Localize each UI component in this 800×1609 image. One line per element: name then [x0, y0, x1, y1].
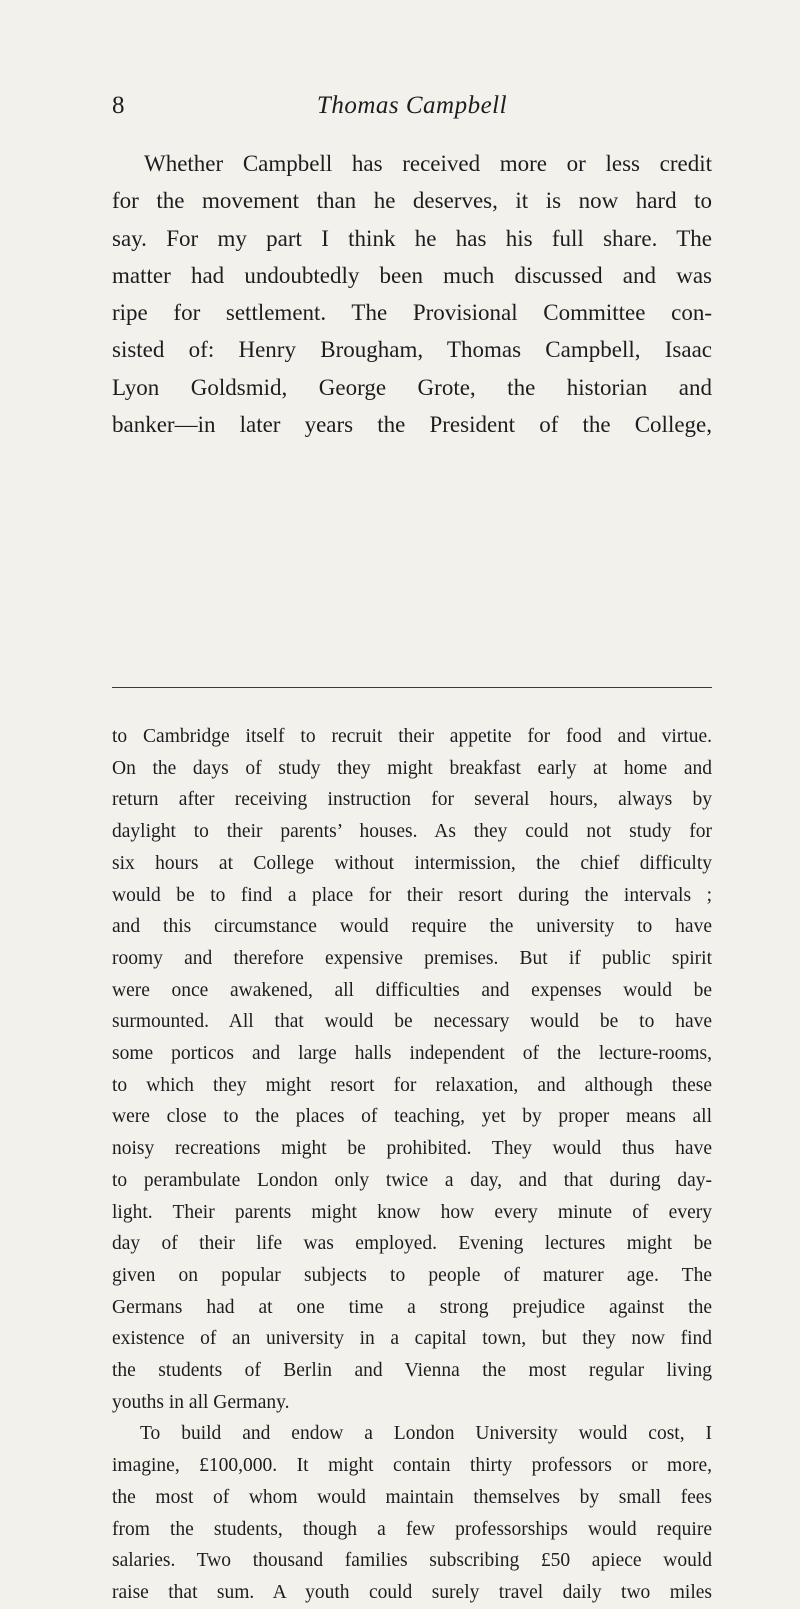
text-line: ripe for settlement. The Provisional Committee con- — [112, 300, 712, 326]
running-title: Thomas Campbell — [316, 92, 508, 119]
footnote-line: given on popular subjects to people of maturer age. The — [112, 1264, 712, 1286]
page-number: 8 — [112, 92, 125, 119]
footnote-line: to Cambridge itself to recruit their appetite for food and virtue. — [112, 726, 712, 747]
footnote-line: and this circumstance would require the university to have — [112, 916, 712, 938]
footnote-line: return after receiving instruction for several hours, always by — [112, 789, 712, 811]
text-line: matter had undoubtedly been much discussed and was — [112, 262, 712, 288]
text-line: sisted of: Henry Brougham, Thomas Campbell, Isaac — [112, 337, 712, 363]
footnote-line: salaries. Two thousand families subscribing £50 apiece would — [112, 1550, 712, 1572]
footnote-line: To build and endow a London University would cost, I — [140, 1423, 712, 1445]
page-header — [112, 88, 712, 128]
text-line: for the movement than he deserves, it is now hard to — [112, 188, 712, 214]
footnote-line: surmounted. All that would be necessary would be to have — [112, 1011, 712, 1033]
footnote-line: noisy recreations might be prohibited. They would thus have — [112, 1138, 712, 1160]
footnote-line: to which they might resort for relaxation, and although these — [112, 1074, 712, 1096]
footnote-line: light. Their parents might know how every minute of every — [112, 1201, 712, 1223]
footnote-line: existence of an university in a capital town, but they now find — [112, 1328, 712, 1350]
footnote-line: were close to the places of teaching, yet by proper means all — [112, 1106, 712, 1128]
footnote-line: were once awakened, all difficulties and expenses would be — [112, 979, 712, 1001]
footnote-line: Germans had at one time a strong prejudice against the — [112, 1296, 712, 1318]
main-text — [112, 145, 712, 443]
footnote-text — [112, 721, 712, 1609]
footnote-line: imagine, £100,000. It might contain thirty professors or more, — [112, 1455, 712, 1477]
footnote-line: to perambulate London only twice a day, and that during day- — [112, 1169, 712, 1191]
footnote-line: day of their life was employed. Evening lectures might be — [112, 1233, 712, 1255]
text-line: Lyon Goldsmid, George Grote, the historian and — [112, 374, 712, 400]
footnote-line: would be to find a place for their resort during the intervals ; — [112, 884, 712, 906]
footnote-line: daylight to their parents’ houses. As they could not study for — [112, 821, 712, 843]
footnote-line: some porticos and large halls independent of the lecture-rooms, — [112, 1043, 712, 1065]
footnote-line: six hours at College without intermission, the chief difficulty — [112, 852, 712, 874]
footnote-line: youths in all Germany. — [112, 1391, 290, 1413]
text-line: banker—in later years the President of the College, — [112, 412, 712, 438]
footnote-line: roomy and therefore expensive premises. But if public spirit — [112, 947, 712, 969]
footnote-line: the students of Berlin and Vienna the most regular living — [112, 1360, 712, 1382]
footnote-line: On the days of study they might breakfast early at home and — [112, 757, 712, 779]
footnote-divider — [112, 687, 712, 688]
footnote-line: the most of whom would maintain themselves by small fees — [112, 1486, 712, 1508]
footnote-line: raise that sum. A youth could surely travel daily two miles — [112, 1581, 712, 1603]
footnote-line: from the students, though a few professorships would require — [112, 1518, 712, 1540]
text-line: say. For my part I think he has his full share. The — [112, 225, 712, 251]
text-line: Whether Campbell has received more or less credit — [144, 151, 712, 176]
